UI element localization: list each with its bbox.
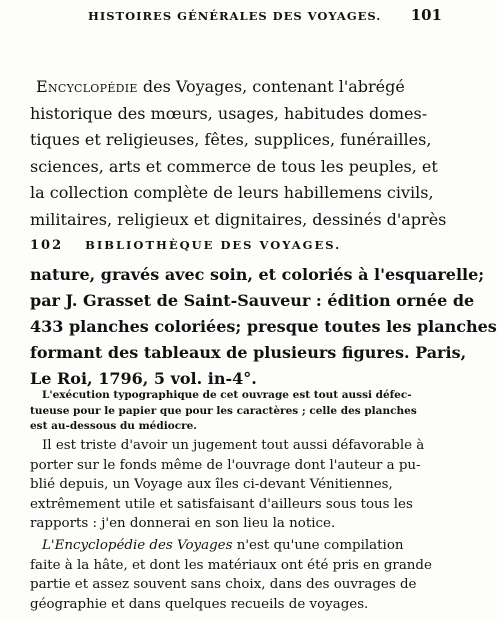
commentary-line: extrêmement utile et satisfaisant d'ailleurs sous tous les	[30, 496, 413, 512]
commentary-line: géographie et dans quelques recueils de voyages.	[30, 596, 369, 612]
bibliographic-note	[30, 388, 434, 435]
commentary-line: faite à la hâte, et dont les matériaux ont été pris en grande	[30, 557, 432, 573]
entry-line: la collection complète de leurs habillemens civils,	[30, 183, 434, 202]
entry-line: sciences, arts et commerce de tous les peuples, et	[30, 156, 438, 176]
commentary-line: rapports : j'en donnerai en son lieu la notice.	[30, 516, 336, 532]
entry-line	[30, 74, 430, 101]
commentary-line: partie et assez souvent sans choix, dans des ouvrages de	[30, 577, 417, 593]
running-head-secondary	[30, 238, 430, 253]
commentary-line: Il est triste d'avoir un jugement tout aussi défavorable à	[42, 438, 425, 453]
commentary-line: porter sur le fonds même de l'ouvrage dont l'auteur a pu-	[30, 457, 421, 473]
entry-line: nature, gravés avec soin, et coloriés à l'esquarelle;	[30, 265, 485, 284]
entry-line: 433 planches coloriées; presque toutes les planches	[30, 317, 497, 336]
note-line: L'exécution typographique de cet ouvrage est tout aussi défec-	[42, 389, 412, 401]
entry-line: formant des tableaux de plusieurs figures. Paris,	[30, 343, 467, 362]
commentary	[30, 436, 434, 614]
note-line: tueuse pour le papier que pour les caractères ; celle des planches	[30, 404, 417, 417]
entry-line: par J. Grasset de Saint-Sauveur : édition ornée de	[30, 291, 475, 310]
italic-title: L'Encyclopédie des Voyages	[42, 537, 233, 553]
entry-line: militaires, religieux et dignitaires, dessinés d'après	[30, 209, 447, 229]
entry-title-smallcaps: Encyclopédie	[36, 77, 138, 96]
running-head	[88, 6, 442, 24]
entry-title-rest: des Voyages, contenant l'abrégé	[137, 77, 405, 96]
running-head-title: HISTOIRES GÉNÉRALES DES VOYAGES.	[88, 9, 382, 23]
secondary-running-head-title: BIBLIOTHÈQUE DES VOYAGES.	[85, 238, 342, 252]
commentary-line	[30, 536, 434, 556]
entry-line: historique des mœurs, usages, habitudes domes-	[30, 103, 428, 123]
commentary-line: blié depuis, un Voyage aux îles ci-devant Vénitiennes,	[30, 477, 393, 493]
entry-line: tiques et religieuses, fêtes, supplices, funérailles,	[30, 130, 432, 149]
entry-line: Le Roi, 1796, 5 vol. in-4°.	[30, 369, 257, 388]
secondary-page-number: 102	[30, 238, 64, 253]
page-number: 101	[410, 6, 442, 24]
entry-continuation	[30, 262, 497, 392]
note-line: est au-dessous du médiocre.	[30, 420, 197, 432]
commentary-line-rest: n'est qu'une compilation	[232, 537, 404, 553]
entry-encyclopedie	[30, 74, 447, 233]
